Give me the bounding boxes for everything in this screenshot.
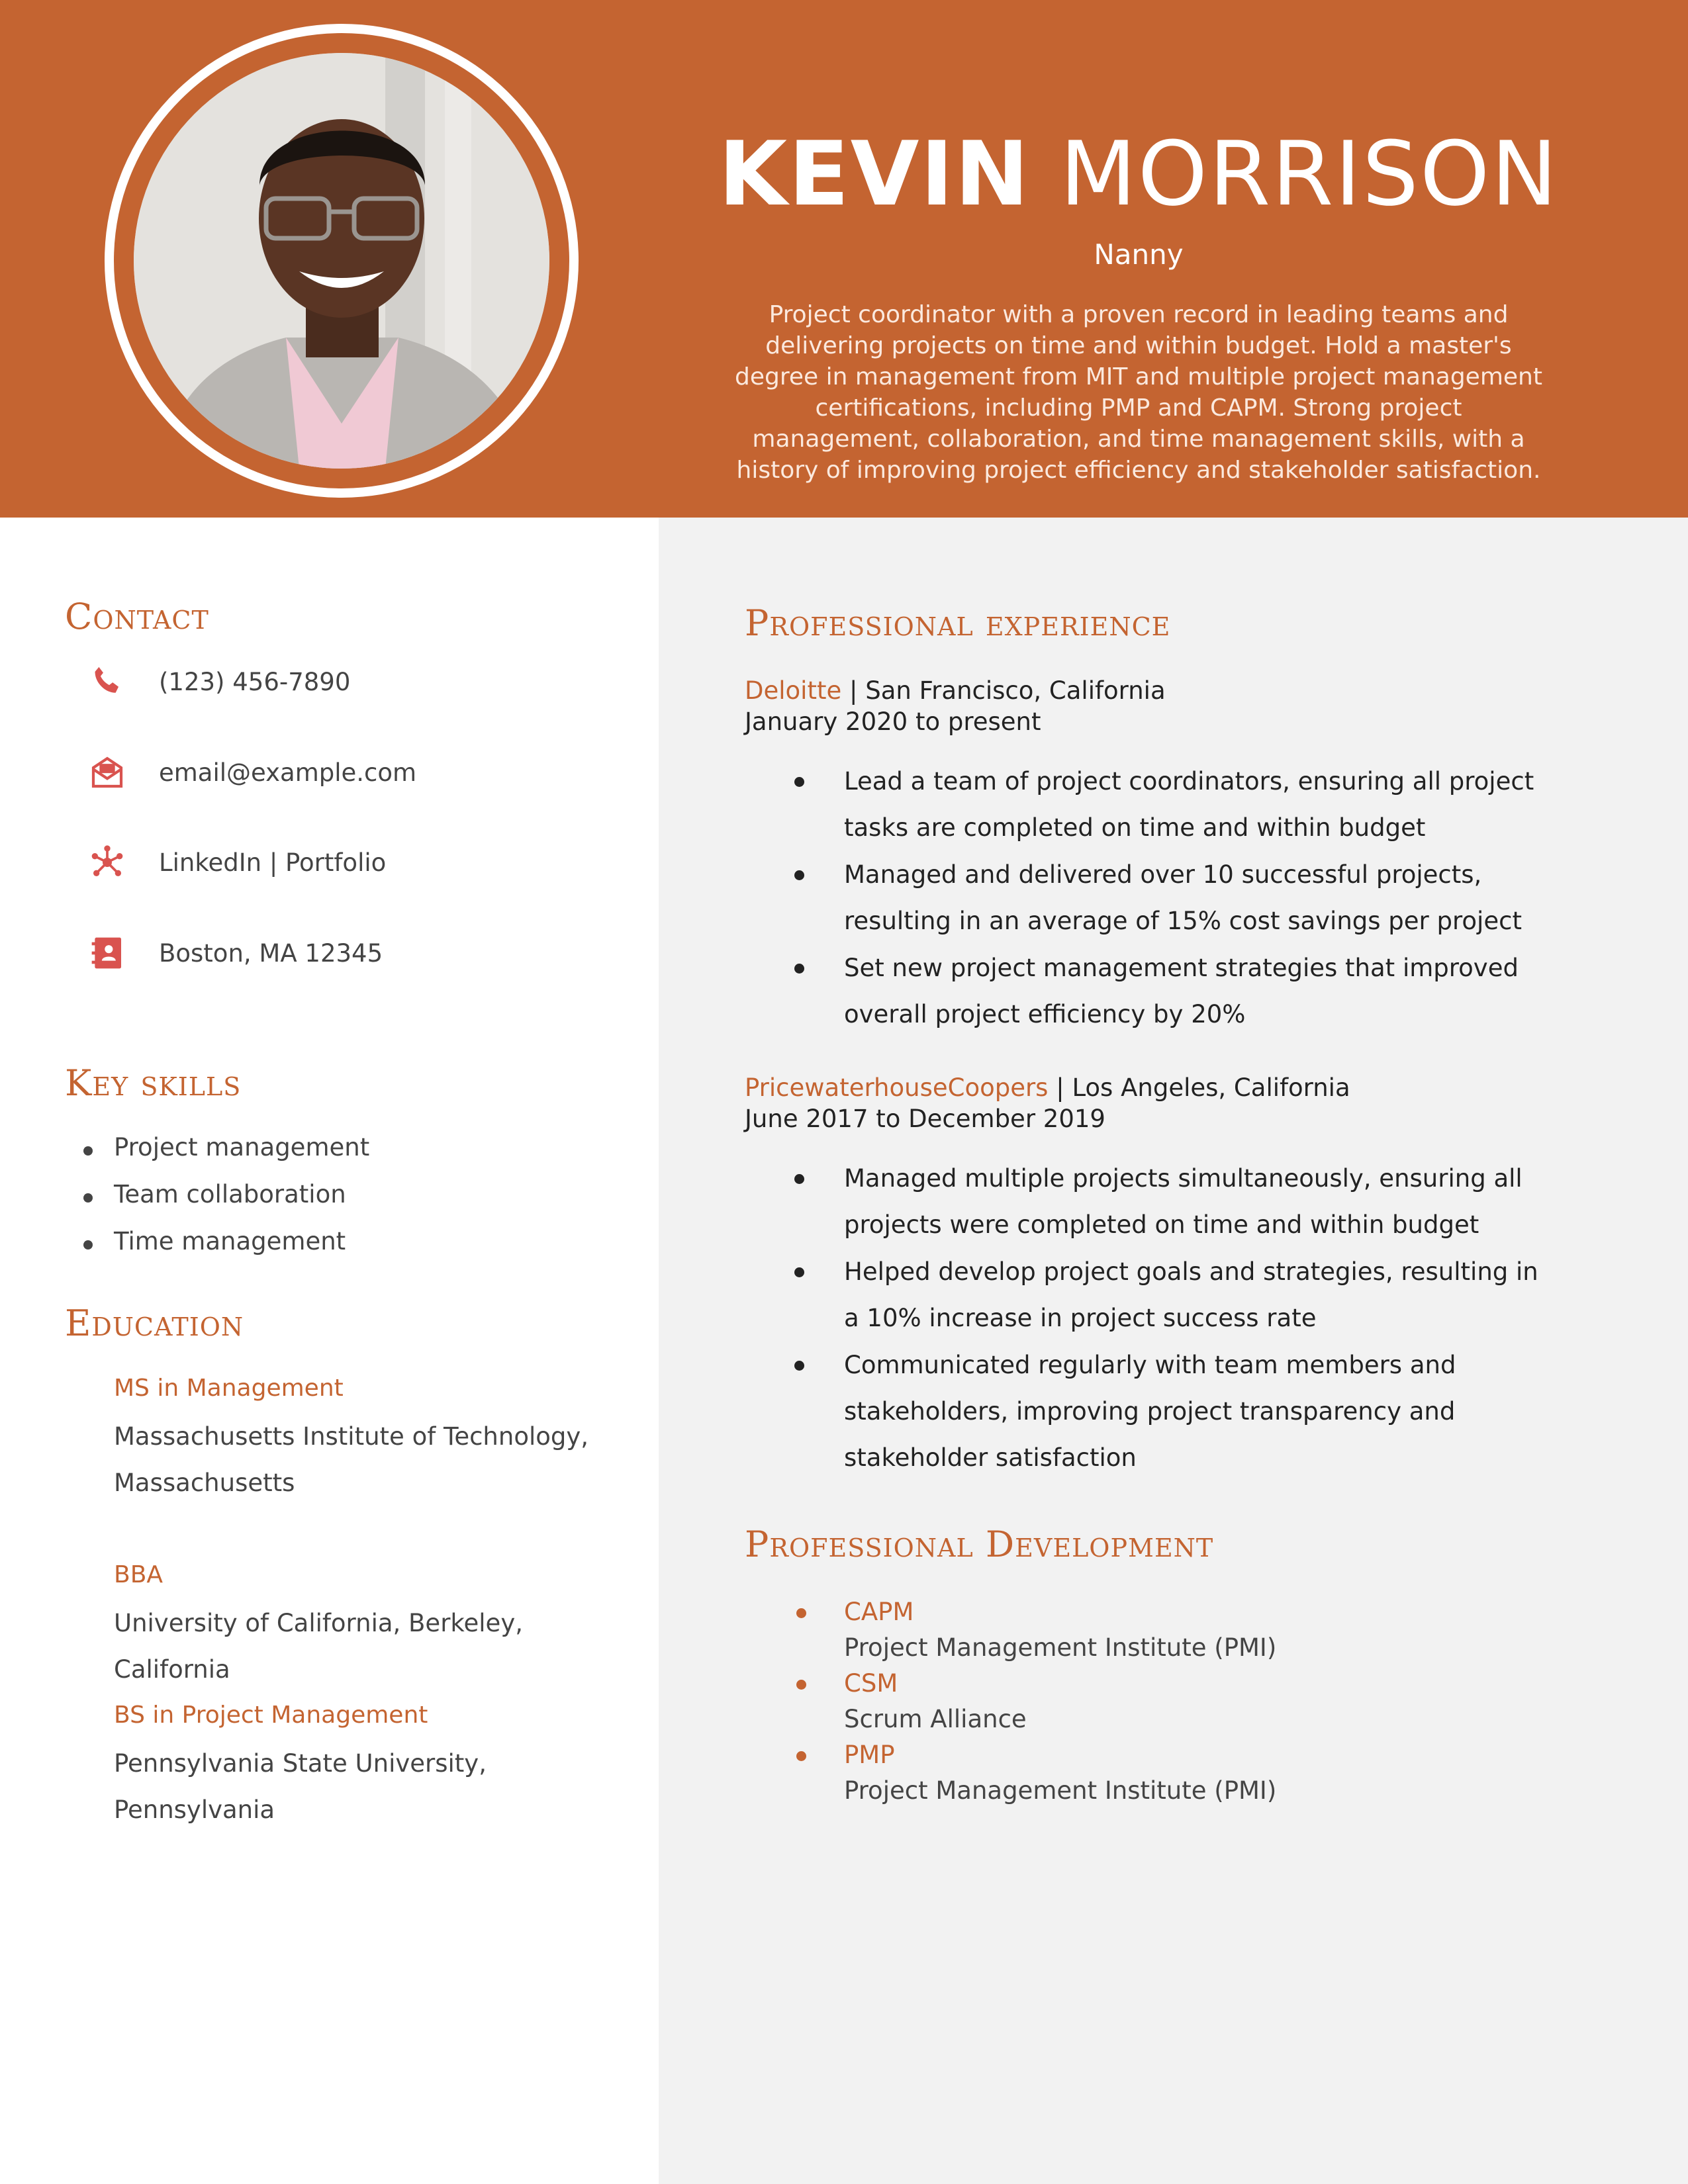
company-name: Deloitte — [745, 676, 842, 705]
certification-org: Scrum Alliance — [844, 1705, 1027, 1733]
job-bullet: Lead a team of project coordinators, ensuring all project tasks are completed on time and within budget — [844, 758, 1546, 851]
phone-number[interactable]: (123) 456-7890 — [159, 667, 351, 696]
company-name: PricewaterhouseCoopers — [745, 1073, 1049, 1102]
skills-heading: Key skills — [65, 1062, 242, 1104]
education-school: Pennsylvania State University, Pennsylvania — [114, 1749, 487, 1824]
education-degree: BS in Project Management — [114, 1702, 428, 1729]
skill-item: Project management — [114, 1133, 370, 1161]
profile-photo-frame — [105, 24, 579, 498]
header-banner — [0, 0, 1688, 518]
job-bullet: Helped develop project goals and strategies, resulting in a 10% increase in project success rate — [844, 1249, 1546, 1342]
certification-org: Project Management Institute (PMI) — [844, 1776, 1277, 1805]
experience-heading: Professional experience — [745, 602, 1171, 644]
job-header — [745, 675, 1166, 707]
first-name: KEVIN — [718, 122, 1031, 226]
contact-links — [86, 839, 387, 886]
job-title: Nanny — [1094, 238, 1184, 271]
profile-summary: Project coordinator with a proven record in leading teams and delivering projects on time and within budget. Hold a master's degree in management from MIT and multiple project management certifications, including PMP and CAPM. Strong project management, collaboration, and time management skills, with a history of improving project efficiency and stakeholder satisfaction. — [735, 301, 1542, 484]
education-school: Massachusetts Institute of Technology, Massachusetts — [114, 1422, 589, 1497]
contact-heading: Contact — [65, 596, 209, 637]
full-name — [708, 124, 1569, 224]
email-address[interactable]: email@example.com — [159, 758, 417, 787]
job-header — [745, 1072, 1350, 1104]
envelope-icon — [86, 751, 128, 794]
job-bullet: Communicated regularly with team members and stakeholders, improving project transparency and stakeholder satisfaction — [844, 1342, 1546, 1481]
contact-phone — [86, 659, 351, 705]
profile-photo — [134, 53, 549, 469]
linkedin-portfolio-links[interactable]: LinkedIn | Portfolio — [159, 848, 387, 877]
phone-icon — [86, 660, 128, 703]
certification-org: Project Management Institute (PMI) — [844, 1633, 1277, 1662]
address-card-icon — [86, 932, 128, 974]
skill-item: Time management — [114, 1227, 346, 1255]
education-school: University of California, Berkeley, California — [114, 1609, 523, 1684]
education-degree: BBA — [114, 1561, 164, 1588]
job-bullet: Managed and delivered over 10 successful projects, resulting in an average of 15% cost savings per project — [844, 852, 1546, 944]
contact-location — [86, 930, 383, 976]
education-heading: Education — [65, 1302, 244, 1344]
job-location: | Los Angeles, California — [1048, 1073, 1350, 1102]
job-location: | San Francisco, California — [841, 676, 1166, 705]
certification-name: CSM — [844, 1666, 898, 1701]
job-bullet: Managed multiple projects simultaneously, ensuring all projects were completed on time and within budget — [844, 1156, 1546, 1248]
job-dates: June 2017 to December 2019 — [745, 1105, 1105, 1133]
certification-name: CAPM — [844, 1595, 914, 1629]
contact-email — [86, 749, 417, 796]
location-text: Boston, MA 12345 — [159, 938, 383, 968]
network-icon — [86, 841, 128, 884]
development-heading: Professional Development — [745, 1524, 1214, 1565]
certification-name: PMP — [844, 1738, 895, 1772]
education-degree: MS in Management — [114, 1375, 344, 1402]
last-name: MORRISON — [1060, 122, 1559, 226]
job-dates: January 2020 to present — [745, 707, 1041, 736]
person-portrait-icon — [134, 53, 549, 469]
skill-item: Team collaboration — [114, 1180, 346, 1208]
job-bullet: Set new project management strategies that improved overall project efficiency by 20% — [844, 945, 1546, 1038]
